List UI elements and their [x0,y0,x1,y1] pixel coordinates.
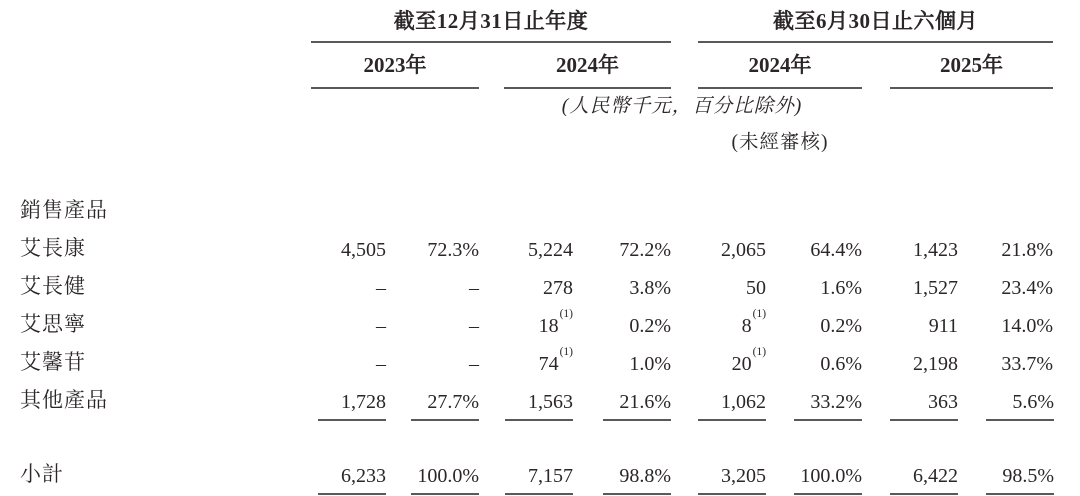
amount-cell: 7,157 [504,458,573,496]
amount-cell: – [376,315,386,337]
product-name: 艾長康 [20,236,86,260]
amount-cell: 1,563 [504,384,573,422]
product-name: 艾思寧 [20,312,86,336]
percent-cell: 21.8% [1001,239,1054,261]
product-row [0,346,1080,384]
section-row [0,194,1080,232]
product-name: 艾馨苷 [20,350,86,374]
percent-cell: 23.4% [1001,277,1054,299]
amount-cell: 278 [543,277,573,299]
period-header-row [0,0,1080,42]
percent-cell: – [469,277,479,299]
percent-cell: – [469,353,479,375]
year-header-2025: 2025年 [890,42,1053,88]
year-header-2024: 2024年 [504,42,671,88]
amount-cell: 3,205 [698,458,766,496]
subtotal-label: 小計 [20,462,64,486]
year-header-row [0,42,1080,88]
amount-cell: 50 [746,277,767,299]
footnote-marker: (1) [752,346,767,359]
product-row [0,232,1080,270]
currency-unit-note: (人民幣千元，百分比除外) [561,96,803,117]
amount-cell: 1,423 [913,239,959,261]
percent-cell: 0.2% [820,315,863,337]
subtotal-row [0,458,1080,496]
percent-cell: 27.7% [408,384,479,422]
amount-cell: 18$^{(1)}$ [538,308,573,337]
amount-cell: 363 [890,384,958,422]
amount-cell: 2,065 [721,239,767,261]
amount-cell: 1,728 [311,384,386,422]
percent-cell: 100.0% [793,458,862,496]
year-header-2024-h1: 2024年 [698,42,862,88]
percent-cell: 3.8% [629,277,672,299]
amount-cell: 6,233 [311,458,386,496]
amount-cell: 20$^{(1)}$ [731,346,767,375]
amount-cell: 911 [928,315,959,337]
percent-cell: 72.3% [427,239,479,261]
unaudited-note: (未經審核) [731,132,829,153]
percent-cell: 98.8% [600,458,671,496]
percent-cell: 21.6% [600,384,671,422]
product-row [0,308,1080,346]
percent-cell: 98.5% [986,458,1053,496]
percent-cell: 72.2% [619,239,672,261]
amount-cell: 2,198 [913,353,959,375]
amount-cell: 5,224 [528,239,573,261]
percent-cell: 64.4% [810,239,863,261]
percent-cell: 33.2% [793,384,862,422]
percent-cell: 0.2% [629,315,672,337]
footnote-marker: (1) [559,346,573,359]
amount-cell: 8$^{(1)}$ [741,308,767,337]
percent-cell: 5.6% [986,384,1053,422]
percent-cell: 1.0% [629,353,672,375]
amount-cell: 1,062 [698,384,766,422]
product-row [0,270,1080,308]
section-label-products-sold: 銷售產品 [20,198,108,222]
percent-cell: 14.0% [1001,315,1054,337]
product-name: 艾長健 [20,274,86,298]
amount-cell: 4,505 [341,239,386,261]
amount-cell: – [376,353,386,375]
footnote-marker: (1) [559,308,573,321]
percent-cell: – [469,315,479,337]
product-name: 其他產品 [20,388,108,412]
percent-cell: 0.6% [820,353,863,375]
percent-cell: 33.7% [1001,353,1054,375]
unit-note-row [0,88,1080,122]
year-header-2023: 2023年 [311,42,479,88]
amount-cell: 6,422 [890,458,958,496]
footnote-marker: (1) [752,308,767,321]
amount-cell: 74$^{(1)}$ [538,346,573,375]
period-header-interim: 截至6月30日止六個月 [698,0,1053,42]
amount-cell: – [376,277,386,299]
unaudited-note-row [0,122,1080,158]
product-row-other [0,384,1080,422]
amount-cell: 1,527 [913,277,959,299]
period-header-annual: 截至12月31日止年度 [311,0,671,42]
percent-cell: 100.0% [408,458,479,496]
percent-cell: 1.6% [820,277,863,299]
